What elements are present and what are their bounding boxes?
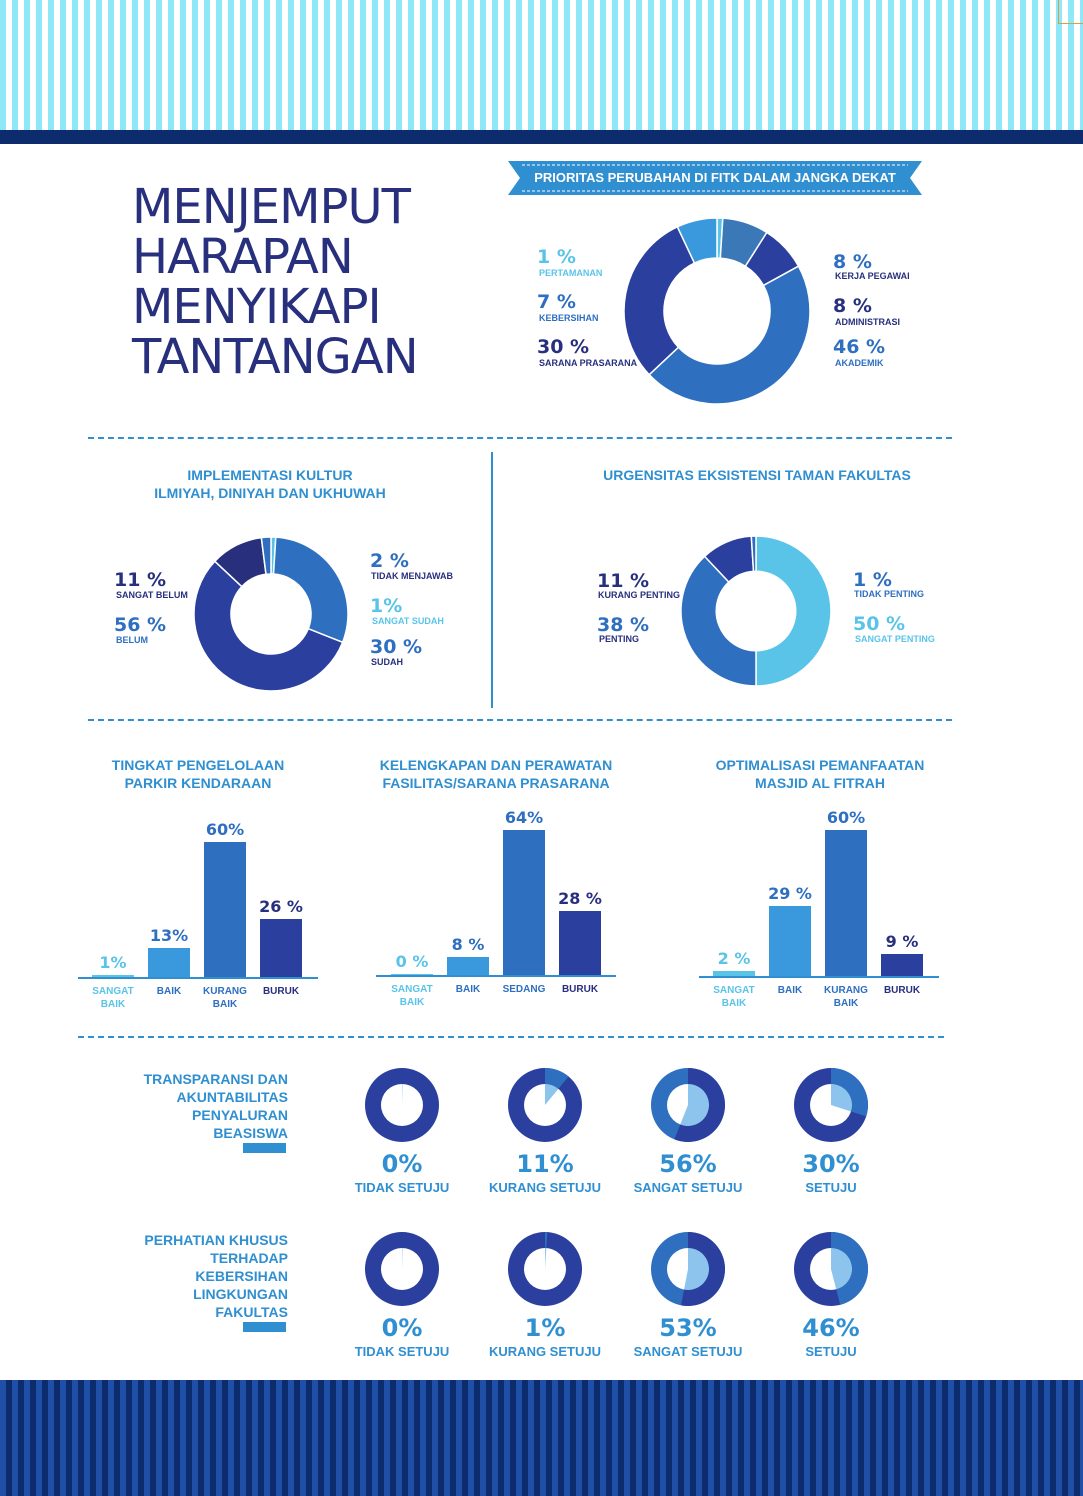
fasilitas-bar-category-1: BAIK xyxy=(455,984,481,995)
kebersihan-donut-2 xyxy=(651,1232,725,1306)
parkir-bar-0 xyxy=(92,975,134,977)
kebersihan-pct-2: 53% xyxy=(659,1314,717,1342)
beasiswa-label-3: SETUJU xyxy=(805,1180,857,1195)
parkir-bar-1 xyxy=(148,948,190,977)
prioritas-label-akademik: AKADEMIK xyxy=(835,358,884,368)
kultur-label-tidak-menjawab: TIDAK MENJAWAB xyxy=(371,571,454,581)
taman-slice-1 xyxy=(681,556,756,686)
masjid-bar-category-0: SANGAT BAIK xyxy=(713,985,755,1009)
beasiswa-donut-3 xyxy=(794,1068,868,1142)
divider-2 xyxy=(88,719,952,721)
beasiswa-pct-0: 0% xyxy=(381,1150,423,1178)
parkir-bar-category-2: KURANG BAIK xyxy=(203,986,247,1010)
parkir-bar-category-3: BURUK xyxy=(262,986,300,997)
masjid-bar-2 xyxy=(825,830,867,976)
masjid-axis xyxy=(699,976,939,978)
masjid-bar-value-0: 2 % xyxy=(717,949,751,969)
beasiswa-donut-0 xyxy=(365,1068,439,1142)
prioritas-donut-svg xyxy=(624,218,810,404)
masjid-bar-3 xyxy=(881,954,923,976)
taman-donut xyxy=(681,536,831,686)
beasiswa-donut-1 xyxy=(508,1068,582,1142)
prioritas-ribbon xyxy=(508,161,922,193)
prioritas-pct-akademik: 46 % xyxy=(833,336,886,358)
taman-slice-0 xyxy=(756,536,831,686)
kultur-pct-belum: 56 % xyxy=(114,614,167,636)
parkir-bar-value-2: 60% xyxy=(205,820,245,839)
kultur-label-sangat-sudah: SANGAT SUDAH xyxy=(372,616,444,626)
parkir-bar-2 xyxy=(204,842,246,977)
taman-pct-sangat-penting: 50 % xyxy=(853,613,906,635)
masjid-bar-value-2: 60% xyxy=(826,808,866,828)
divider-3 xyxy=(78,1036,944,1038)
masjid-bar-0 xyxy=(713,971,755,976)
masjid-bar-category-2: KURANG BAIK xyxy=(824,985,868,1009)
prioritas-label-sarana: SARANA PRASARANA xyxy=(539,358,638,368)
taman-label-kurang-penting: KURANG PENTING xyxy=(598,590,681,600)
beasiswa-title: TRANSPARANSI DAN AKUNTABILITAS PENYALURAN BEASISWA xyxy=(143,1071,288,1141)
fasilitas-bar-0 xyxy=(391,974,433,975)
bottom-stripes xyxy=(0,1380,1083,1496)
prioritas-pct-administrasi: 8 % xyxy=(833,295,872,317)
masjid-bar-category-3: BURUK xyxy=(883,985,921,996)
kultur-pct-tidak-menjawab: 2 % xyxy=(370,550,409,572)
top-stripes xyxy=(0,0,1083,130)
prioritas-slice-3 xyxy=(649,266,810,404)
prioritas-label-administrasi: ADMINISTRASI xyxy=(835,317,900,327)
kebersihan-pct-3: 46% xyxy=(802,1314,860,1342)
masjid-bar-value-1: 29 % xyxy=(768,883,812,903)
masjid-title: OPTIMALISASI PEMANFAATAN MASJID AL FITRAH xyxy=(715,757,925,791)
fasilitas-bar-value-1: 8 % xyxy=(451,934,485,954)
taman-donut-svg xyxy=(681,536,831,686)
fasilitas-bar-value-3: 28 % xyxy=(558,889,602,909)
kultur-title: IMPLEMENTASI KULTUR ILMIYAH, DINIYAH DAN UKHUWAH xyxy=(154,467,386,501)
kultur-label-sudah: SUDAH xyxy=(371,657,404,667)
parkir-bar-3 xyxy=(260,919,302,978)
prioritas-label-kerja: KERJA PEGAWAI xyxy=(835,271,910,281)
parkir-bar-value-1: 13% xyxy=(149,925,189,945)
corner-mark xyxy=(1058,0,1083,24)
kebersihan-label-3: SETUJU xyxy=(805,1344,857,1359)
masjid-bar-category-1: BAIK xyxy=(777,985,803,996)
beasiswa-label-0: TIDAK SETUJU xyxy=(354,1180,450,1195)
kultur-donut-svg xyxy=(194,537,348,691)
prioritas-pct-sarana: 30 % xyxy=(537,336,590,358)
beasiswa-accent-bar xyxy=(243,1143,286,1153)
prioritas-title: PRIORITAS PERUBAHAN DI FITK DALAM JANGKA DEKAT xyxy=(534,170,896,185)
parkir-bar-category-1: BAIK xyxy=(156,986,182,997)
kultur-pct-sudah: 30 % xyxy=(370,636,423,658)
fasilitas-bar-value-0: 0 % xyxy=(395,952,429,971)
kebersihan-label-2: SANGAT SETUJU xyxy=(633,1344,743,1359)
kebersihan-pct-0: 0% xyxy=(381,1314,423,1342)
taman-label-sangat-penting: SANGAT PENTING xyxy=(855,634,935,644)
fasilitas-bar-1 xyxy=(447,957,489,975)
parkir-bar-value-0: 1% xyxy=(99,952,127,972)
beasiswa-label-2: SANGAT SETUJU xyxy=(633,1180,743,1195)
divider-1 xyxy=(88,437,952,439)
beasiswa-pct-1: 11% xyxy=(516,1150,574,1178)
taman-pct-kurang-penting: 11 % xyxy=(597,570,650,592)
kebersihan-label-1: KURANG SETUJU xyxy=(489,1344,601,1359)
taman-pct-tidak-penting: 1 % xyxy=(853,569,892,591)
prioritas-pct-pertamanan: 1 % xyxy=(537,246,576,268)
fasilitas-bar-category-3: BURUK xyxy=(561,984,599,995)
prioritas-pct-kerja: 8 % xyxy=(833,251,872,273)
main-title: MENJEMPUT HARAPAN MENYIKAPI TANTANGAN xyxy=(132,179,418,385)
beasiswa-pct-3: 30% xyxy=(802,1150,860,1178)
kultur-pct-sangat-sudah: 1% xyxy=(370,595,403,617)
prioritas-label-pertamanan: PERTAMANAN xyxy=(539,268,603,278)
prioritas-label-kebersihan: KEBERSIHAN xyxy=(539,313,599,323)
parkir-title: TINGKAT PENGELOLAAN PARKIR KENDARAAN xyxy=(111,757,285,791)
fasilitas-title: KELENGKAPAN DAN PERAWATAN FASILITAS/SARANA PRASARANA xyxy=(379,757,613,791)
taman-pct-penting: 38 % xyxy=(597,614,650,636)
kultur-donut xyxy=(194,537,348,691)
kultur-label-belum: BELUM xyxy=(116,635,148,645)
fasilitas-bar-3 xyxy=(559,911,601,975)
fasilitas-bar-category-2: SEDANG xyxy=(502,984,546,995)
prioritas-donut xyxy=(624,218,810,404)
taman-label-penting: PENTING xyxy=(599,634,640,644)
navy-band xyxy=(0,130,1083,144)
beasiswa-pct-2: 56% xyxy=(659,1150,717,1178)
kultur-pct-sangat-belum: 11 % xyxy=(114,569,167,591)
kebersihan-donut-3 xyxy=(794,1232,868,1306)
masjid-bar-value-3: 9 % xyxy=(885,932,919,952)
fasilitas-bar-value-2: 64% xyxy=(504,807,544,827)
kebersihan-donut-0 xyxy=(365,1232,439,1306)
kultur-label-sangat-belum: SANGAT BELUM xyxy=(116,590,188,600)
parkir-bar-category-0: SANGAT BAIK xyxy=(92,986,134,1010)
taman-title: URGENSITAS EKSISTENSI TAMAN FAKULTAS xyxy=(603,467,911,483)
kultur-slice-1 xyxy=(274,537,348,642)
masjid-bar-1 xyxy=(769,906,811,976)
kebersihan-label-0: TIDAK SETUJU xyxy=(354,1344,450,1359)
kebersihan-pct-1: 1% xyxy=(524,1314,566,1342)
vertical-divider xyxy=(491,452,493,708)
fasilitas-axis xyxy=(376,975,616,977)
parkir-bar-value-3: 26 % xyxy=(259,896,303,916)
kebersihan-title: PERHATIAN KHUSUS TERHADAP KEBERSIHAN LINGKUNGAN FAKULTAS xyxy=(144,1232,288,1320)
beasiswa-donut-2 xyxy=(651,1068,725,1142)
taman-label-tidak-penting: TIDAK PENTING xyxy=(854,589,925,599)
kebersihan-accent-bar xyxy=(243,1322,286,1332)
prioritas-pct-kebersihan: 7 % xyxy=(537,291,576,313)
parkir-axis xyxy=(78,977,318,979)
fasilitas-bar-category-0: SANGAT BAIK xyxy=(391,984,433,1008)
fasilitas-bar-2 xyxy=(503,830,545,975)
kebersihan-donut-1 xyxy=(508,1232,582,1306)
beasiswa-label-1: KURANG SETUJU xyxy=(489,1180,601,1195)
